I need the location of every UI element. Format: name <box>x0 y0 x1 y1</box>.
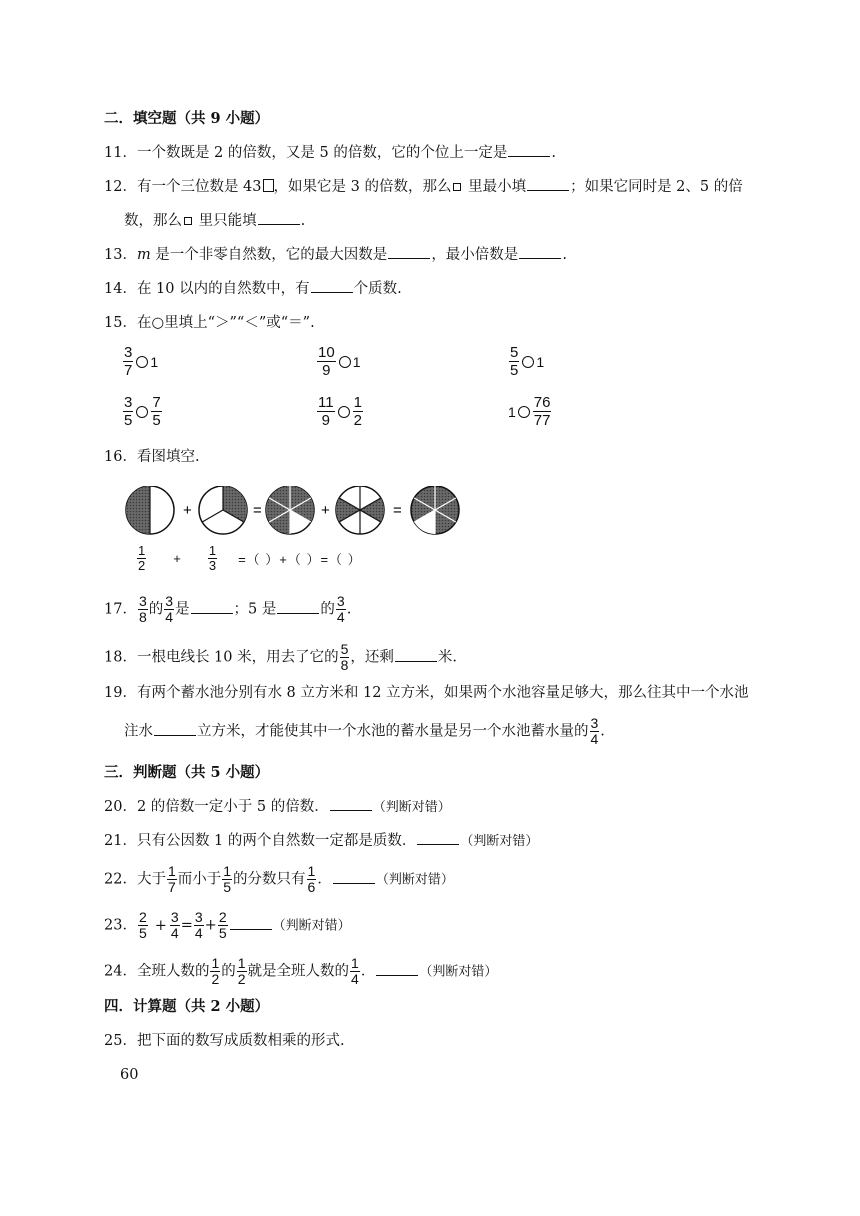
q24-text-d: ． <box>360 963 376 980</box>
question-11 <box>104 142 556 164</box>
question-25: 25．把下面的数写成质数相乘的形式. <box>104 1033 345 1049</box>
q22-text-a: 22．大于 <box>104 871 166 888</box>
compare-item <box>316 394 364 429</box>
q18-text-c: 米. <box>437 649 458 666</box>
q19-end: . <box>600 723 605 740</box>
answer-blank[interactable] <box>417 830 459 845</box>
q24-text-a: 24．全班人数的 <box>104 963 210 980</box>
q13-num: 13． <box>104 247 137 263</box>
q13-text-a: 是一个非零自然数，它的最大因数是 <box>150 247 388 263</box>
question-12-cont <box>124 210 305 232</box>
answer-blank[interactable] <box>508 142 550 157</box>
answer-blank[interactable] <box>258 210 300 225</box>
fraction: $\frac{3}{4}$ <box>590 715 599 747</box>
q12-text-c: 里最小填 <box>463 179 527 195</box>
q24-hint: （判断对错） <box>419 964 498 980</box>
q21-hint: （判断对错） <box>460 834 539 849</box>
answer-blank[interactable] <box>311 278 353 293</box>
fraction: $\frac{1}{2}$ <box>211 955 220 987</box>
fraction: $\frac{2}{5}$ <box>218 909 227 941</box>
compare-left: 1 <box>508 403 516 420</box>
pie-sixths-c <box>411 486 459 534</box>
q12-text-g: . <box>300 213 306 229</box>
q19-text-c: 立方米，才能使其中一个水池的蓄水量是另一个水池蓄水量的 <box>197 723 589 740</box>
q18-text-a: 18．一根电线长 10 米，用去了它的 <box>104 649 339 666</box>
q17-end: . <box>346 601 352 618</box>
compare-item <box>122 394 163 429</box>
fraction: 3 5 <box>124 394 133 429</box>
answer-blank[interactable] <box>191 599 233 614</box>
fraction: $\frac{3}{4}$ <box>336 593 345 625</box>
compare-circle[interactable] <box>338 406 350 418</box>
answer-blank[interactable] <box>527 176 569 191</box>
q13-text-c: . <box>562 247 567 263</box>
fraction: $\frac{3}{8}$ <box>138 593 147 625</box>
question-21 <box>104 830 538 853</box>
fraction: $\frac{3}{4}$ <box>194 909 203 941</box>
answer-blank[interactable] <box>333 869 375 884</box>
equals-sign: = <box>393 502 402 519</box>
fraction: 11 9 <box>318 394 334 429</box>
small-box-icon <box>453 183 461 191</box>
pie-sixths-b <box>336 486 384 534</box>
q11-text: 11．一个数既是 2 的倍数，又是 5 的倍数，它的个位上一定是 <box>104 145 508 161</box>
q13-text-b: ，最小倍数是 <box>431 247 519 263</box>
fraction: $\frac{1}{4}$ <box>351 955 359 987</box>
fraction: $\frac{5}{8}$ <box>340 641 349 673</box>
fraction: $\frac{1}{6}$ <box>307 863 316 895</box>
fraction: 7 5 <box>152 394 161 429</box>
answer-blank[interactable] <box>376 961 418 976</box>
fraction: $\frac{1}{7}$ <box>167 863 176 895</box>
q13-var: m <box>136 247 151 263</box>
answer-blank[interactable] <box>519 244 561 259</box>
fraction: $\frac{3}{4}$ <box>170 909 179 941</box>
plus-sign: + <box>173 551 181 566</box>
section-title-fill-in: 二．填空题（共 9 小题） <box>104 110 270 127</box>
compare-item <box>508 394 552 429</box>
q24-text-c: 就是全班人数的 <box>247 963 350 980</box>
pie-equation <box>136 544 362 573</box>
q17-text-a: 是 <box>175 601 190 618</box>
q12-text-b: ，如果它是 3 的倍数，那么 <box>273 179 452 195</box>
q22-text-c: 的分数只有 <box>233 871 306 888</box>
fraction: $\frac{2}{5}$ <box>138 909 147 941</box>
question-17 <box>104 594 351 625</box>
q21-text: 21．只有公因数 1 的两个自然数一定都是质数． <box>104 833 417 849</box>
fraction: 5 5 <box>510 344 519 379</box>
compare-item <box>122 344 158 379</box>
compare-item <box>508 344 544 379</box>
q17-text-b: ；5 是 <box>233 601 277 618</box>
compare-right: 1 <box>352 353 361 370</box>
fraction: $\frac{1}{2}$ <box>237 955 246 987</box>
q17-num: 17． <box>104 601 137 618</box>
fraction: $\frac{1}{3}$ <box>208 543 217 573</box>
q24-text-b: 的 <box>221 963 236 980</box>
section-title-calculation: 四．计算题（共 2 小题） <box>104 998 270 1015</box>
q17-text-c: 的 <box>320 601 335 618</box>
question-12 <box>104 176 743 198</box>
q18-text-b: ，还剩 <box>350 649 394 666</box>
plus-sign: + <box>321 502 330 519</box>
q22-text-d: ． <box>317 871 332 888</box>
q22-hint: （判断对错） <box>375 872 454 888</box>
question-18 <box>104 642 457 673</box>
q17-of: 的 <box>148 601 164 618</box>
compare-item <box>316 344 360 379</box>
small-box-icon <box>184 217 192 225</box>
question-24 <box>104 956 497 987</box>
fraction: $\frac{1}{5}$ <box>223 863 232 895</box>
question-22 <box>104 864 454 895</box>
question-13 <box>104 244 567 266</box>
answer-blank[interactable] <box>277 599 319 614</box>
q12-text-a: 12．有一个三位数是 43 <box>104 179 262 195</box>
answer-blank[interactable] <box>395 647 437 662</box>
digit-box-icon <box>263 179 274 192</box>
fraction: 76 77 <box>533 394 551 429</box>
answer-blank[interactable] <box>330 796 372 811</box>
plus-sign: + <box>154 917 167 934</box>
question-25-number: 60 <box>120 1067 139 1083</box>
question-14 <box>104 278 402 300</box>
fraction: 10 9 <box>318 344 335 379</box>
question-19: 19．有两个蓄水池分别有水 8 立方米和 12 立方米，如果两个水池容量足够大，那么往其中一个水池 <box>104 685 749 701</box>
pie-third <box>199 486 247 534</box>
pie-equation-blanks: =（ ）+（ ）=（ ） <box>238 552 362 567</box>
question-15: 15．在○里填上“＞”“＜”或“＝”. <box>104 315 315 331</box>
fraction: 1 2 <box>353 394 362 429</box>
compare-right: 1 <box>150 353 159 370</box>
q22-text-b: 而小于 <box>177 871 222 888</box>
section-title-true-false: 三．判断题（共 5 小题） <box>104 764 270 781</box>
question-20 <box>104 796 451 819</box>
q14-text-b: 个质数. <box>353 281 402 297</box>
fraction: 1 2 <box>138 543 146 573</box>
answer-blank[interactable] <box>230 915 272 930</box>
question-23 <box>104 910 351 941</box>
q12-text-f: 里只能填 <box>194 213 257 229</box>
compare-circle[interactable] <box>136 356 148 368</box>
plus-sign: + <box>204 917 217 934</box>
q23-hint: （判断对错） <box>272 918 351 934</box>
compare-right: 1 <box>536 353 545 370</box>
compare-circle[interactable] <box>518 406 530 418</box>
fraction: $\frac{3}{4}$ <box>165 593 174 625</box>
pie-half <box>126 486 174 534</box>
q23-num: 23． <box>104 917 137 934</box>
q14-text-a: 14．在 10 以内的自然数中，有 <box>104 281 310 297</box>
q12-text-d: ；如果它同时是 2、5 的倍 <box>570 179 743 195</box>
q19-text-b: 注水 <box>124 723 153 740</box>
plus-sign: + <box>183 502 192 519</box>
question-19-cont <box>124 716 605 747</box>
answer-blank[interactable] <box>388 244 430 259</box>
q20-text: 20．2 的倍数一定小于 5 的倍数． <box>104 799 329 815</box>
equals-sign: = <box>253 502 262 519</box>
answer-blank[interactable] <box>154 721 196 736</box>
compare-circle[interactable] <box>136 406 148 418</box>
fraction: 3 7 <box>124 344 133 379</box>
q20-hint: （判断对错） <box>372 800 451 815</box>
compare-circle[interactable] <box>339 356 351 368</box>
pie-sixths-a <box>266 486 314 534</box>
q11-end: . <box>551 145 556 161</box>
question-16: 16．看图填空. <box>104 449 200 465</box>
equals-sign: = <box>180 917 193 934</box>
q12-text-e: 数，那么 <box>124 213 182 229</box>
compare-circle[interactable] <box>522 356 534 368</box>
